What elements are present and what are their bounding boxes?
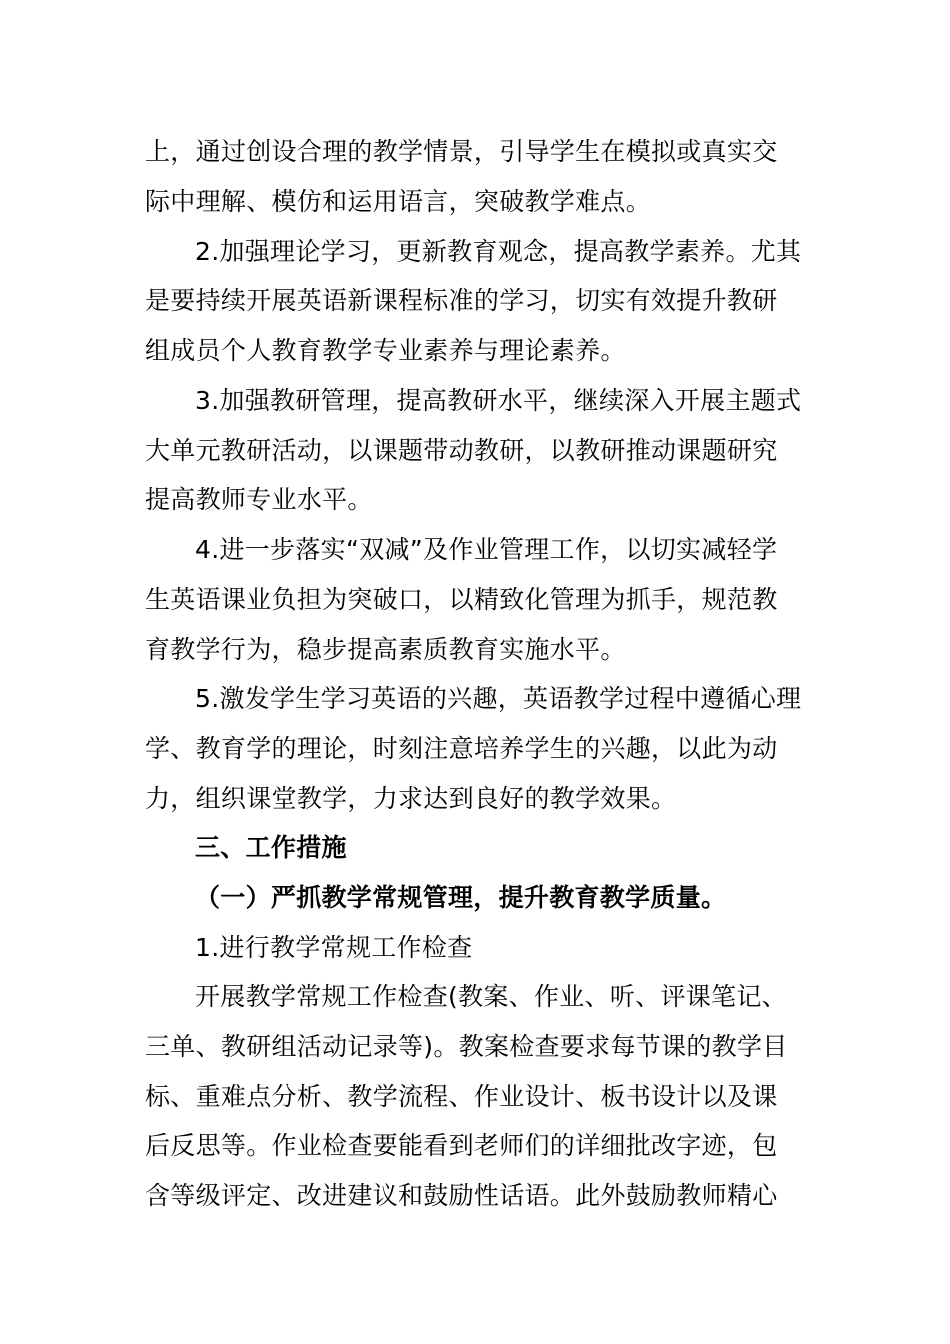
text-line: 大单元教研活动，以课题带动教研，以教研推动课题研究 xyxy=(145,436,778,465)
text-line: 含等级评定、改进建议和鼓励性话语。此外鼓励教师精心 xyxy=(145,1181,778,1210)
text-line: 是要持续开展英语新课程标准的学习，切实有效提升教研 xyxy=(145,286,778,315)
text-line: 学、教育学的理论，时刻注意培养学生的兴趣，以此为动 xyxy=(145,734,778,763)
text-line: 提高教师专业水平。 xyxy=(145,485,373,514)
list-item-4: 4.进一步落实“双减”及作业管理工作，以切实减轻学 xyxy=(195,535,778,564)
text-line: 标、重难点分析、教学流程、作业设计、板书设计以及课 xyxy=(145,1082,778,1111)
paragraph-start: 开展教学常规工作检查(教案、作业、听、评课笔记、 xyxy=(195,982,787,1011)
section-heading: 三、工作措施 xyxy=(195,833,347,862)
text-line: 三单、教研组活动记录等)。教案检查要求每节课的教学目 xyxy=(145,1032,788,1061)
text-line: 力，组织课堂教学，力求达到良好的教学效果。 xyxy=(145,784,677,813)
text-line: 组成员个人教育教学专业素养与理论素养。 xyxy=(145,336,626,365)
list-item-3: 3.加强教研管理，提高教研水平，继续深入开展主题式 xyxy=(195,386,802,415)
item-heading: 1.进行教学常规工作检查 xyxy=(195,933,473,962)
text-line: 际中理解、模仿和运用语言，突破教学难点。 xyxy=(145,187,652,216)
text-line: 上，通过创设合理的教学情景，引导学生在模拟或真实交 xyxy=(145,137,778,166)
list-item-2: 2.加强理论学习，更新教育观念，提高教学素养。尤其 xyxy=(195,237,802,266)
text-line: 生英语课业负担为突破口，以精致化管理为抓手，规范教 xyxy=(145,585,778,614)
list-item-5: 5.激发学生学习英语的兴趣，英语教学过程中遵循心理 xyxy=(195,684,802,713)
text-line: 后反思等。作业检查要能看到老师们的详细批改字迹，包 xyxy=(145,1131,778,1160)
text-line: 育教学行为，稳步提高素质教育实施水平。 xyxy=(145,635,626,664)
subsection-heading: （一）严抓教学常规管理，提升教育教学质量。 xyxy=(195,883,727,912)
